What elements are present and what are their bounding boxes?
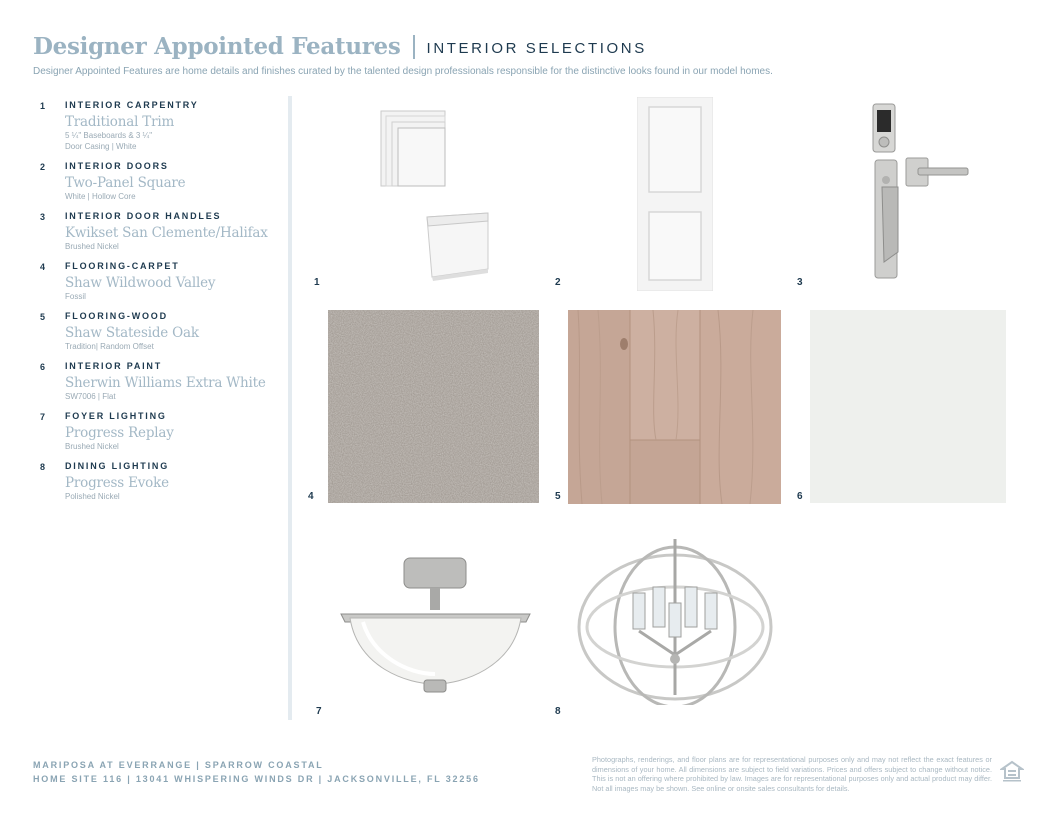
item-detail: Door Casing | White — [65, 142, 137, 151]
item-detail: Tradition| Random Offset — [65, 342, 154, 351]
dining-light-image — [575, 535, 775, 705]
item-body — [65, 261, 280, 302]
item-detail: 5 ¼" Baseboards & 3 ¼" — [65, 131, 153, 140]
item-number: 2 — [40, 162, 46, 172]
grid-label-8: 8 — [555, 706, 561, 717]
selection-item — [40, 161, 280, 202]
selection-item — [40, 461, 280, 502]
item-name: Traditional Trim — [65, 114, 175, 130]
title-row — [33, 33, 1023, 60]
grid-label-2: 2 — [555, 277, 561, 288]
title-divider — [413, 35, 415, 59]
disclaimer-text: Photographs, renderings, and floor plans are for representational purposes only and may not reflect the exact features or dimensions of your home. All dimensions are subject to field variations. Prices and offers subject to change without notice. This is not an offering where prohibited by law. Images are for representational purposes only and actual product may differ. Not all images may be shown. See online or onsite sales consultants for details. — [592, 755, 992, 793]
selection-list — [40, 100, 280, 511]
intro-text: Designer Appointed Features are home details and finishes curated by the talented design professionals responsible for the distinctive looks found in our model homes. — [33, 66, 773, 77]
foyer-light-image — [338, 556, 533, 696]
item-name: Progress Replay — [65, 425, 174, 441]
item-category: FOYER LIGHTING — [65, 411, 167, 421]
selection-item — [40, 311, 280, 352]
item-detail: Brushed Nickel — [65, 442, 119, 451]
selection-item — [40, 411, 280, 452]
item-detail: Polished Nickel — [65, 492, 120, 501]
item-number: 5 — [40, 312, 46, 322]
community-line: MARIPOSA AT EVERRANGE | SPARROW COASTAL — [33, 760, 324, 770]
wood-swatch — [568, 310, 781, 504]
address-line: HOME SITE 116 | 13041 WHISPERING WINDS DR | JACKSONVILLE, FL 32256 — [33, 774, 480, 784]
item-name: Progress Evoke — [65, 475, 169, 491]
page-header — [33, 33, 1023, 77]
selection-item — [40, 211, 280, 252]
equal-housing-icon — [1000, 759, 1024, 783]
item-body — [65, 161, 280, 202]
vertical-divider — [288, 96, 292, 720]
grid-label-5: 5 — [555, 491, 561, 502]
selection-item — [40, 361, 280, 402]
item-detail: SW7006 | Flat — [65, 392, 116, 401]
item-body — [65, 361, 280, 402]
item-name: Shaw Stateside Oak — [65, 325, 199, 341]
item-body — [65, 411, 280, 452]
trim-image — [370, 105, 500, 285]
grid-label-4: 4 — [308, 491, 314, 502]
door-image — [637, 97, 713, 291]
item-name: Two-Panel Square — [65, 175, 186, 191]
item-category: FLOORING-WOOD — [65, 311, 168, 321]
item-number: 3 — [40, 212, 46, 222]
item-body — [65, 100, 280, 152]
item-name: Sherwin Williams Extra White — [65, 375, 266, 391]
item-name: Kwikset San Clemente/Halifax — [65, 225, 268, 241]
grid-label-7: 7 — [316, 706, 322, 717]
item-category: INTERIOR CARPENTRY — [65, 100, 199, 110]
item-category: INTERIOR DOOR HANDLES — [65, 211, 222, 221]
item-category: DINING LIGHTING — [65, 461, 169, 471]
item-name: Shaw Wildwood Valley — [65, 275, 216, 291]
selection-item — [40, 261, 280, 302]
item-detail: White | Hollow Core — [65, 192, 136, 201]
grid-label-6: 6 — [797, 491, 803, 502]
footer-address — [33, 758, 480, 786]
page-title: Designer Appointed Features — [33, 33, 401, 60]
item-category: FLOORING-CARPET — [65, 261, 180, 271]
item-detail: Brushed Nickel — [65, 242, 119, 251]
carpet-swatch — [328, 310, 539, 503]
grid-label-3: 3 — [797, 277, 803, 288]
page-subtitle: INTERIOR SELECTIONS — [426, 39, 647, 57]
item-category: INTERIOR DOORS — [65, 161, 169, 171]
item-detail: Fossil — [65, 292, 86, 301]
item-number: 8 — [40, 462, 46, 472]
item-number: 4 — [40, 262, 46, 272]
item-body — [65, 211, 280, 252]
selection-item — [40, 100, 280, 152]
item-number: 6 — [40, 362, 46, 372]
paint-swatch — [810, 310, 1006, 503]
item-number: 7 — [40, 412, 46, 422]
item-body — [65, 461, 280, 502]
door-handle-image — [868, 102, 978, 282]
item-number: 1 — [40, 101, 46, 111]
item-category: INTERIOR PAINT — [65, 361, 163, 371]
grid-label-1: 1 — [314, 277, 320, 288]
item-body — [65, 311, 280, 352]
